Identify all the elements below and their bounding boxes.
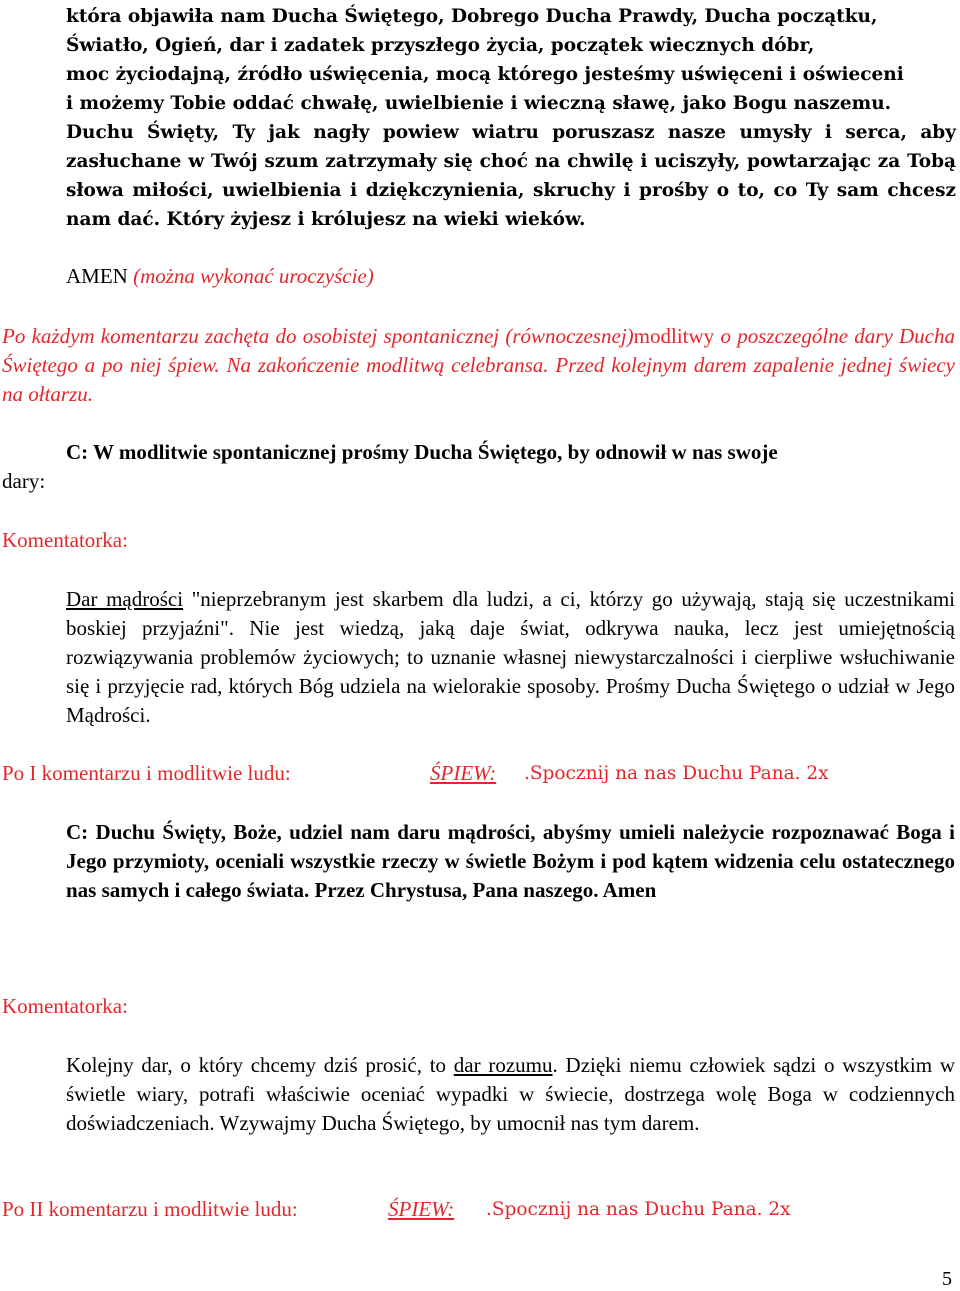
celebrant-call-text: C: W modlitwie spontanicznej prośmy Ducha Świętego, by odnowił w nas swoje [66, 440, 778, 464]
instruction-paragraph [2, 322, 955, 409]
commentator-label-1: Komentatorka: [2, 528, 128, 552]
instruction-part-3: o poszczególne dary Ducha Świętego a po niej śpiew. Na zakończenie modlitwą celebransa. Przed kolejnym darem zapalenie jednej świecy na ołtarzu. [2, 324, 956, 406]
prayer-intro-line-4: i możemy Tobie oddać chwałę, uwielbienie i wieczną sławę, jako Bogu naszemu. [66, 93, 892, 114]
prayer-intro-line-2: Światło, Ogień, dar i zadatek przyszłego życia, początek wiecznych dóbr, [66, 35, 815, 56]
song1-label: Po I komentarzu i modlitwie ludu: [2, 761, 291, 785]
gift2-name: dar rozumu [453, 1053, 553, 1077]
amen-word: AMEN [66, 264, 128, 288]
page-number: 5 [942, 1268, 952, 1290]
commentator-label-2: Komentatorka: [2, 994, 128, 1018]
song1-line [2, 761, 952, 786]
gift1-paragraph [66, 585, 955, 730]
celebrant-call [66, 440, 956, 465]
song2-label: Po II komentarzu i modlitwie ludu: [2, 1197, 298, 1221]
amen-line [66, 264, 374, 289]
prayer-intro-paragraph: Duchu Święty, Ty jak nagły powiew wiatru poruszasz nasze umysły i serca, aby zasłuchane w Twój szum zatrzymały się choć na chwilę i uciszyły, powtarzając za Tobą słowa miłości, uwielbienia i dziękczynienia, skruchy i prośby o to, co Ty sam chcesz nam dać. Który żyjesz i królujesz na wieki wieków. [66, 122, 956, 230]
song2-title: .Spocznij na nas Duchu Pana. 2x [486, 1199, 791, 1220]
gift2-text-before: Kolejny dar, o który chcemy dziś prosić, to [66, 1053, 454, 1077]
celebrant-call-continuation: dary: [2, 469, 46, 493]
song2-line [2, 1197, 952, 1222]
instruction-part-2: modlitwy [633, 324, 715, 348]
song2-spiew: ŚPIEW: [388, 1197, 455, 1221]
song1-title: .Spocznij na nas Duchu Pana. 2x [524, 763, 829, 784]
amen-note: (można wykonać uroczyście) [133, 264, 374, 288]
prayer-intro-line-3: moc życiodajną, źródło uświęcenia, mocą którego jesteśmy uświęceni i oświeceni [66, 64, 904, 85]
gift2-paragraph [66, 1051, 955, 1138]
song1-spiew: ŚPIEW: [430, 761, 497, 785]
gift2-text-after: . Dzięki niemu człowiek sądzi o wszystkim w świetle wiary, potrafi właściwie oceniać wypadki w świecie, dostrzega wolę Boga w codziennych doświadczeniach. Wzywajmy Ducha Świętego, by umocnił nas tym darem. [66, 1053, 955, 1135]
prayer-intro-line-1: która objawiła nam Ducha Świętego, Dobrego Ducha Prawdy, Ducha początku, [66, 6, 878, 27]
prayer1-paragraph: C: Duchu Święty, Boże, udziel nam daru mądrości, abyśmy umieli należycie rozpoznawać Boga i Jego przymioty, oceniali wszystkie rzeczy w świetle Bożym i pod kątem widzenia celu ostatecznego nas samych i całego świata. Przez Chrystusa, Pana naszego. Amen [66, 820, 955, 902]
gift1-name: Dar mądrości [66, 587, 184, 611]
prayer-intro [66, 2, 956, 234]
gift1-text: "nieprzebranym jest skarbem dla ludzi, a ci, którzy go używają, stają się uczestnikami boskiej przyjaźni". Nie jest wiedzą, jaką daje świat, odkrywa nauka, lecz jest umiejętnością rozwiązywania problemów życiowych; to uznanie własnej niewystarczalności i cierpliwe wsłuchiwanie się i przyjęcie rad, których Bóg udziela na wielorakie sposoby. Prośmy Ducha Świętego o udział w Jego Mądrości. [66, 587, 955, 727]
instruction-part-1: Po każdym komentarzu zachęta do osobistej spontanicznej (równoczesnej) [2, 324, 634, 348]
